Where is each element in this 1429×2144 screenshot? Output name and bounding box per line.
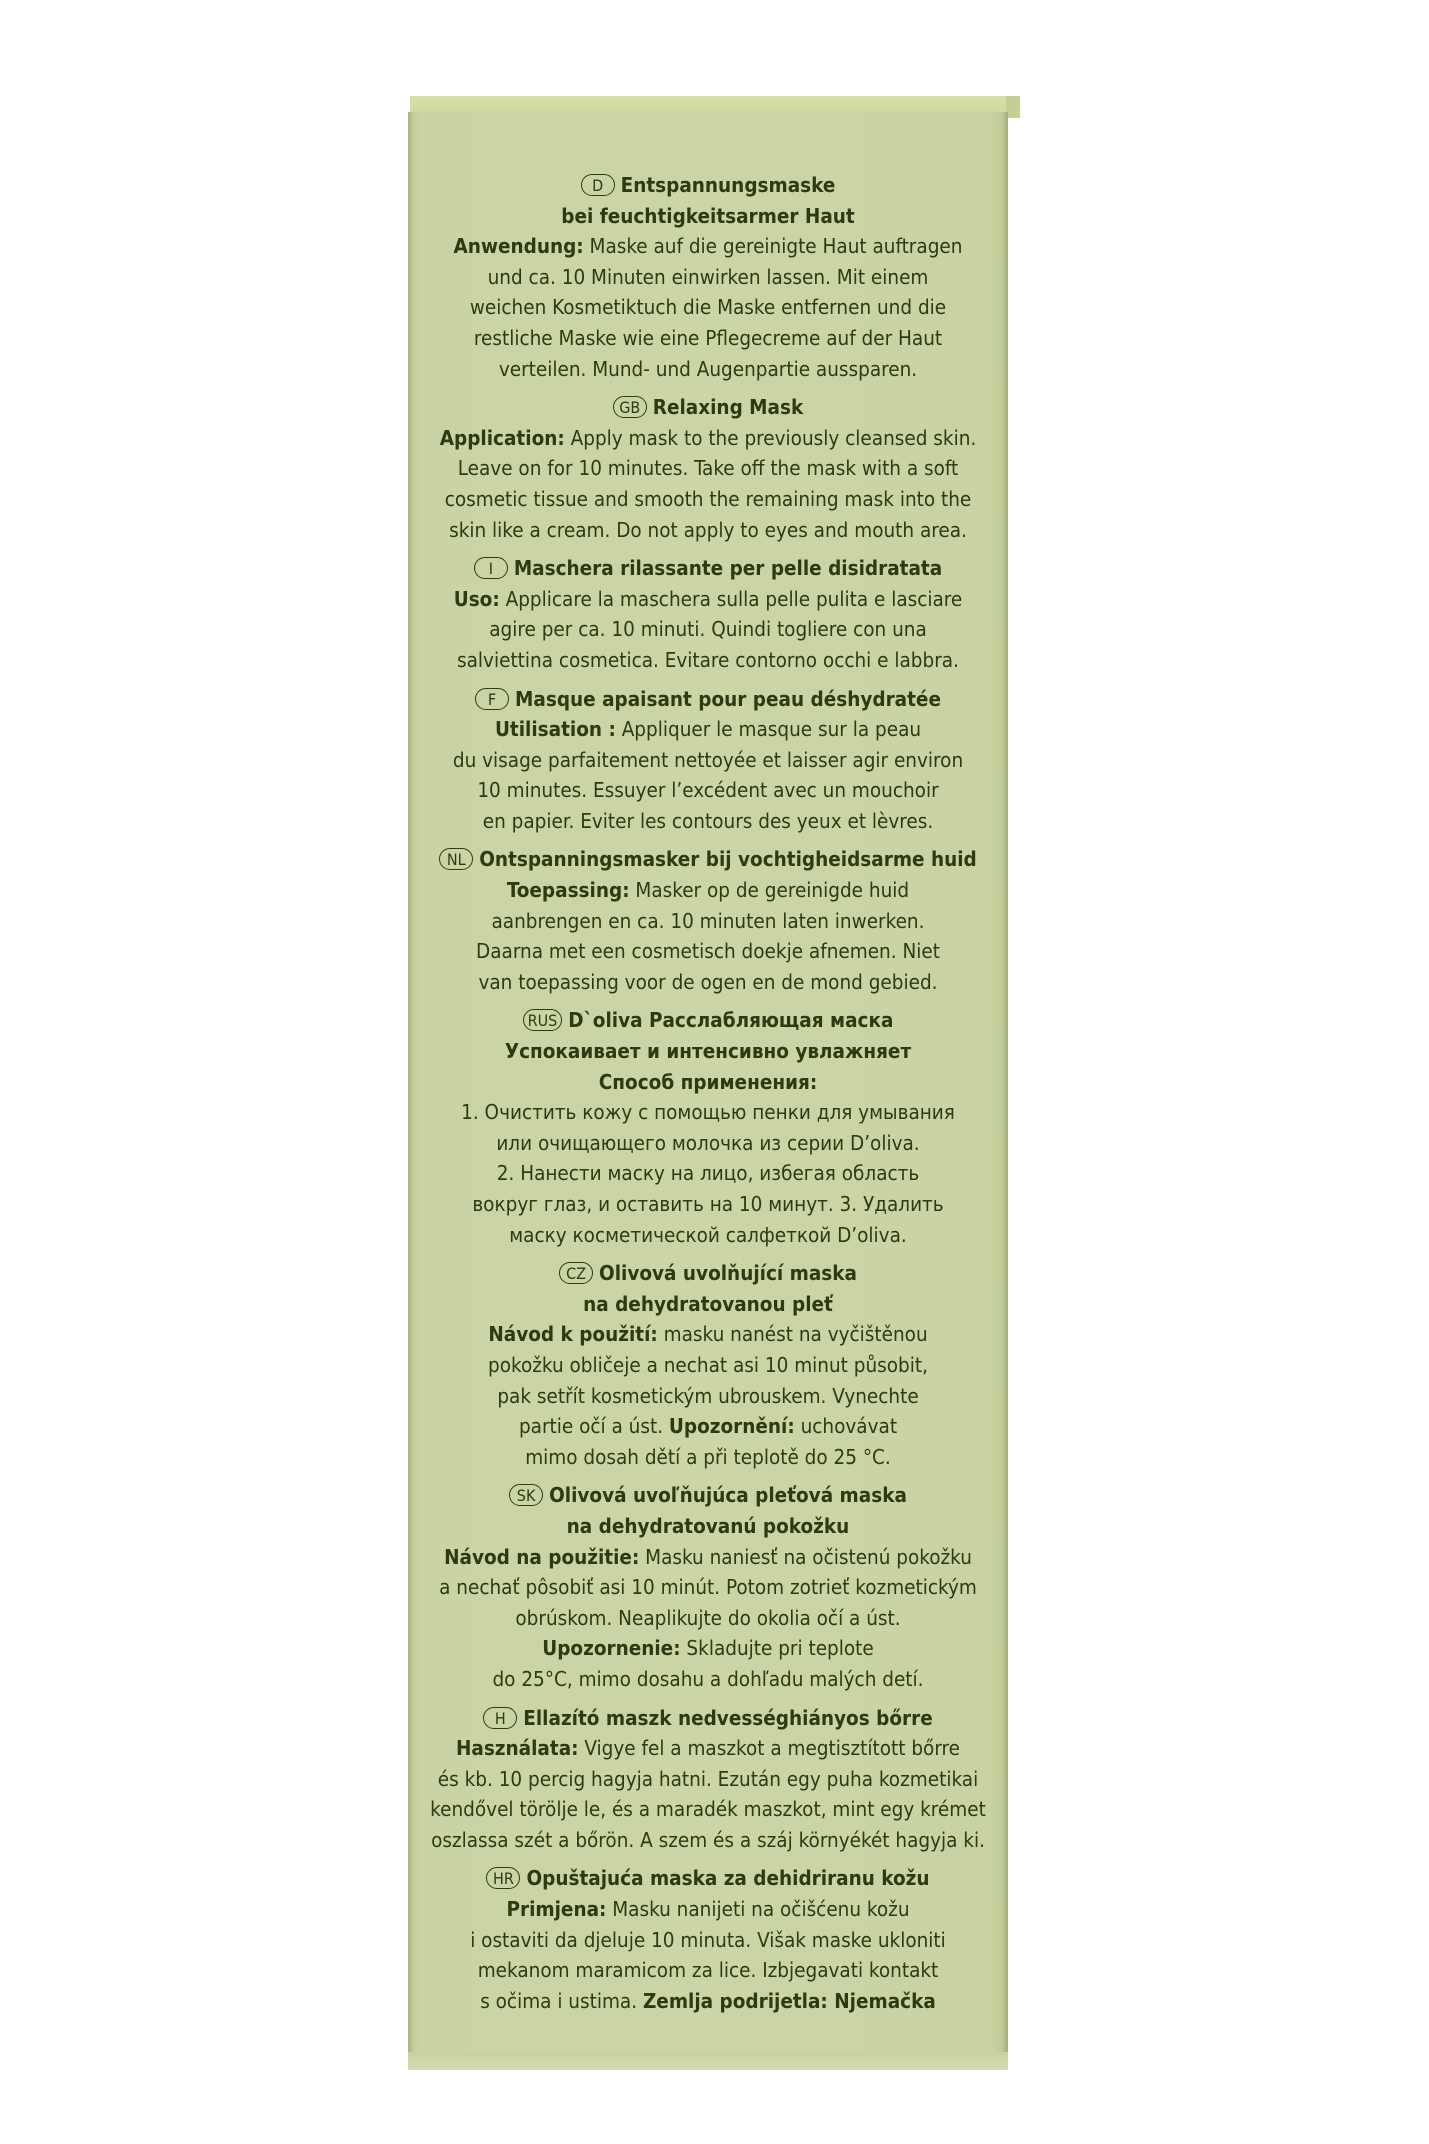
body-text: restliche Maske wie eine Pflegecreme auf der Haut xyxy=(473,325,943,350)
section-text-line xyxy=(408,484,1008,515)
section-text-line xyxy=(408,1955,1008,1986)
body-text: uchovávat xyxy=(794,1414,898,1439)
section-text-line xyxy=(408,1189,1008,1220)
bold-text: Application: xyxy=(439,425,565,450)
section-text-line xyxy=(408,1925,1008,1956)
section-heading xyxy=(408,1258,1008,1289)
body-text: mimo dosah dětí a při teplotě do 25 °C. xyxy=(525,1444,891,1469)
bold-text: Használata: xyxy=(455,1736,579,1761)
body-text: cosmetic tissue and smooth the remaining mask into the xyxy=(444,486,972,511)
section-text-line xyxy=(408,1825,1008,1856)
body-text: Leave on for 10 minutes. Take off the mask with a soft xyxy=(457,456,959,481)
body-text: Daarna met een cosmetisch doekje afnemen. Niet xyxy=(476,939,940,964)
section-text-line xyxy=(408,231,1008,262)
bold-text: Maschera rilassante per pelle disidratata xyxy=(513,556,943,581)
section-heading xyxy=(408,392,1008,423)
bold-text: Upozornenie: xyxy=(542,1636,681,1661)
section-text-line xyxy=(408,645,1008,676)
body-text: en papier. Eviter les contours des yeux et lèvres. xyxy=(482,808,934,833)
bold-text: Успокаивает и интенсивно увлажняет xyxy=(504,1039,912,1064)
section-text-line xyxy=(408,453,1008,484)
body-text: 1. Очистить кожу с помощью пенки для умывания xyxy=(461,1100,955,1125)
section-text-line xyxy=(408,515,1008,546)
body-text: és kb. 10 percig hagyja hatni. Ezután egy puha kozmetikai xyxy=(437,1766,979,1791)
language-section-nl xyxy=(408,844,1008,997)
section-text-line xyxy=(408,806,1008,837)
body-text: obrúskom. Neaplikujte do okolia očí a úst. xyxy=(515,1605,901,1630)
body-text: van toepassing voor de ogen en de mond gebied. xyxy=(478,969,938,994)
bold-text: Opuštajuća maska za dehidriranu kožu xyxy=(526,1866,930,1891)
bold-text: Zemlja podrijetla: Njemačka xyxy=(642,1988,936,2013)
section-text-line xyxy=(408,1633,1008,1664)
section-text-line xyxy=(408,936,1008,967)
body-text: Masku nanijeti na očišćenu kožu xyxy=(606,1897,910,1922)
section-text-line xyxy=(408,1986,1008,2017)
section-text-line xyxy=(408,262,1008,293)
body-text: Maske auf die gereinigte Haut auftragen xyxy=(583,234,963,259)
section-text-line xyxy=(408,1319,1008,1350)
bold-text: bei feuchtigkeitsarmer Haut xyxy=(561,203,855,228)
body-text: Masker op de gereinigde huid xyxy=(629,878,910,903)
section-heading xyxy=(408,684,1008,715)
bold-text: Relaxing Mask xyxy=(652,395,804,420)
bold-text: Upozornění: xyxy=(668,1414,795,1439)
body-text: маску косметической салфеткой D’oliva. xyxy=(509,1222,907,1247)
language-code-badge: RUS xyxy=(523,1009,563,1031)
section-text-line xyxy=(408,1603,1008,1634)
box-side-edge xyxy=(1006,96,1020,118)
bold-text: Anwendung: xyxy=(453,234,584,259)
bold-text: Návod k použití: xyxy=(488,1322,658,1347)
body-text: weichen Kosmetiktuch die Maske entfernen und die xyxy=(469,295,947,320)
bold-text: Uso: xyxy=(453,586,500,611)
bold-text: Návod na použitie: xyxy=(444,1544,640,1569)
section-text-line xyxy=(408,745,1008,776)
body-text: Appliquer le masque sur la peau xyxy=(615,717,922,742)
section-text-line xyxy=(408,292,1008,323)
body-text: Skladujte pri teplote xyxy=(680,1636,874,1661)
body-text: skin like a cream. Do not apply to eyes and mouth area. xyxy=(449,517,967,542)
language-code-badge: HR xyxy=(486,1867,520,1889)
body-text: i ostaviti da djeluje 10 minuta. Višak maske ukloniti xyxy=(470,1927,946,1952)
section-text-line xyxy=(408,1572,1008,1603)
body-text: verteilen. Mund- und Augenpartie aussparen. xyxy=(498,356,918,381)
section-text-line xyxy=(408,1128,1008,1159)
multilingual-instructions xyxy=(408,170,1008,2024)
section-text-line xyxy=(408,1036,1008,1067)
body-text: или очищающего молочка из серии D’oliva. xyxy=(496,1130,920,1155)
bold-text: Toepassing: xyxy=(506,878,630,903)
section-text-line xyxy=(408,423,1008,454)
body-text: agire per ca. 10 minuti. Quindi togliere con una xyxy=(489,617,927,642)
section-heading xyxy=(408,844,1008,875)
section-text-line xyxy=(408,967,1008,998)
section-text-line xyxy=(408,775,1008,806)
bold-text: na dehydratovanú pokožku xyxy=(566,1513,850,1538)
section-text-line xyxy=(408,323,1008,354)
bold-text: Olivová uvoľňujúca pleťová maska xyxy=(549,1483,907,1508)
language-code-badge: D xyxy=(581,174,615,196)
body-text: und ca. 10 Minuten einwirken lassen. Mit einem xyxy=(487,264,929,289)
section-text-line xyxy=(408,584,1008,615)
section-text-line xyxy=(408,1381,1008,1412)
body-text: salviettina cosmetica. Evitare contorno occhi e labbra. xyxy=(457,647,959,672)
language-code-badge: I xyxy=(474,557,508,579)
language-code-badge: SK xyxy=(509,1484,543,1506)
section-heading xyxy=(408,1703,1008,1734)
section-text-line xyxy=(408,201,1008,232)
language-section-d xyxy=(408,170,1008,384)
language-section-f xyxy=(408,684,1008,837)
body-text: pokožku obličeje a nechat asi 10 minut působit, xyxy=(488,1352,928,1377)
language-code-badge: CZ xyxy=(559,1262,593,1284)
body-text: a nechať pôsobiť asi 10 minút. Potom zotrieť kozmetickým xyxy=(439,1575,977,1600)
section-text-line xyxy=(408,614,1008,645)
section-text-line xyxy=(408,1542,1008,1573)
bold-text: Ellazító maszk nedvességhiányos bőrre xyxy=(523,1705,933,1730)
language-section-i xyxy=(408,553,1008,675)
body-text: Applicare la maschera sulla pelle pulita e lasciare xyxy=(499,586,963,611)
section-text-line xyxy=(408,1511,1008,1542)
section-text-line xyxy=(408,1442,1008,1473)
body-text: kendővel törölje le, és a maradék maszkot, mint egy krémet xyxy=(430,1797,986,1822)
section-text-line xyxy=(408,1220,1008,1251)
section-text-line xyxy=(408,354,1008,385)
body-text: mekanom maramicom za lice. Izbjegavati kontakt xyxy=(477,1958,939,1983)
section-text-line xyxy=(408,1097,1008,1128)
bold-text: Masque apaisant pour peau déshydratée xyxy=(515,686,941,711)
section-text-line xyxy=(408,1794,1008,1825)
body-text: masku nanést na vyčištěnou xyxy=(657,1322,928,1347)
body-text: do 25°C, mimo dosahu a dohľadu malých detí. xyxy=(492,1666,924,1691)
body-text: oszlassa szét a bőrön. A szem és a száj környékét hagyja ki. xyxy=(431,1827,985,1852)
section-heading xyxy=(408,1480,1008,1511)
section-text-line xyxy=(408,1067,1008,1098)
bold-text: Способ применения: xyxy=(598,1069,818,1094)
bold-text: Entspannungsmaske xyxy=(620,173,836,197)
body-text: pak setřít kosmetickým ubrouskem. Vynechte xyxy=(497,1383,919,1408)
bold-text: D`oliva Расслабляющая маска xyxy=(568,1008,894,1033)
body-text: du visage parfaitement nettoyée et laisser agir environ xyxy=(452,747,964,772)
body-text: вокруг глаз, и оставить на 10 минут. 3. Удалить xyxy=(472,1192,944,1216)
section-text-line xyxy=(408,1350,1008,1381)
section-text-line xyxy=(408,1894,1008,1925)
section-heading xyxy=(408,553,1008,584)
body-text: Masku naniesť na očistenú pokožku xyxy=(639,1544,972,1569)
body-text: Vigye fel a maszkot a megtisztított bőrre xyxy=(578,1736,961,1761)
body-text: s očima i ustima. xyxy=(480,1988,643,2013)
language-code-badge: NL xyxy=(439,848,473,870)
section-heading xyxy=(408,1005,1008,1036)
section-heading xyxy=(408,170,1008,201)
section-text-line xyxy=(408,1764,1008,1795)
section-text-line xyxy=(408,714,1008,745)
section-text-line xyxy=(408,1158,1008,1189)
bold-text: Olivová uvolňující maska xyxy=(599,1261,857,1286)
bold-text: Utilisation : xyxy=(494,717,616,742)
body-text: aanbrengen en ca. 10 minuten laten inwerken. xyxy=(491,908,925,933)
language-section-gb xyxy=(408,392,1008,545)
language-section-h xyxy=(408,1703,1008,1856)
language-section-hr xyxy=(408,1863,1008,2016)
body-text: 10 minutes. Essuyer l’excédent avec un mouchoir xyxy=(477,778,939,803)
box-bottom-flap xyxy=(408,2052,1008,2070)
bold-text: Ontspanningsmasker bij vochtigheidsarme huid xyxy=(479,847,977,872)
body-text: partie očí a úst. xyxy=(518,1414,669,1439)
section-text-line xyxy=(408,1289,1008,1320)
language-code-badge: GB xyxy=(613,396,647,418)
body-text: Apply mask to the previously cleansed skin. xyxy=(564,425,977,450)
section-text-line xyxy=(408,1733,1008,1764)
language-section-rus xyxy=(408,1005,1008,1250)
language-code-badge: F xyxy=(475,688,509,710)
body-text: 2. Нанести маску на лицо, избегая область xyxy=(496,1161,920,1186)
section-text-line xyxy=(408,875,1008,906)
bold-text: na dehydratovanou pleť xyxy=(583,1291,833,1316)
bold-text: Primjena: xyxy=(506,1897,607,1922)
language-section-cz xyxy=(408,1258,1008,1472)
section-text-line xyxy=(408,1664,1008,1695)
language-section-sk xyxy=(408,1480,1008,1694)
section-heading xyxy=(408,1863,1008,1894)
section-text-line xyxy=(408,906,1008,937)
language-code-badge: H xyxy=(483,1707,517,1729)
section-text-line xyxy=(408,1411,1008,1442)
